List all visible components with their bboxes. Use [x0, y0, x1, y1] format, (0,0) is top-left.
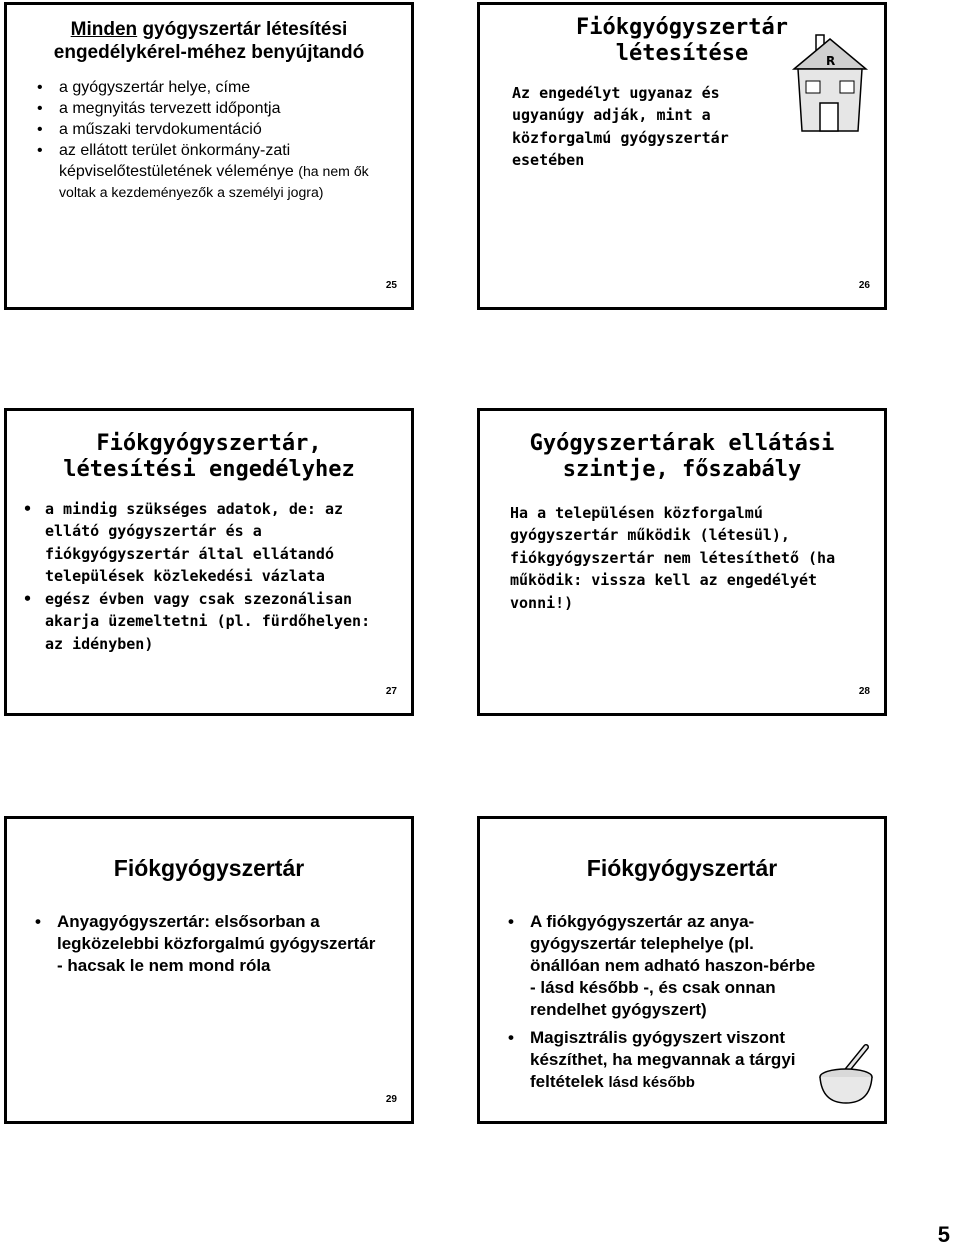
slide-title: Fiókgyógyszertár létesítése [576, 15, 788, 67]
list-item: • A fiókgyógyszertár az anya-gyógyszertár telephelye (pl. önállóan nem adható haszon-bérbe - lásd később -, és csak onnan rendelhet gyógyszert) [504, 911, 818, 1021]
bullet-list [33, 77, 371, 204]
slide-26 [477, 2, 887, 310]
slide-number: 25 [385, 280, 397, 291]
list-item: • a mindig szükséges adatok, de: az ellátó gyógyszertár és a fiókgyógyszertár által ellátandó települések közlekedési vázlata [19, 498, 395, 588]
title-rest: gyógyszertár létesítési engedélykérel-méhez benyújtandó [53, 19, 365, 63]
slide-30 [477, 816, 887, 1124]
slide-number: 28 [858, 686, 870, 697]
mortar-and-pestle-icon [814, 1043, 878, 1107]
bullet-note: (ha nem ők voltak a kezdeményezők a személyi jogra) [59, 163, 369, 201]
list-item: • a megnyitás tervezett időpontja [33, 98, 371, 119]
slide-25 [4, 2, 414, 310]
bullet-list [19, 498, 395, 656]
list-item: • a műszaki tervdokumentáció [33, 119, 371, 140]
slide-body: Ha a településen közforgalmú gyógyszertár működik (létesül), fiókgyógyszertár nem létesíthető (ha működik: vissza kell az engedélyét vonni!) [510, 503, 836, 612]
slide-title: Fiókgyógyszertár [113, 855, 305, 881]
slide-number: 27 [385, 686, 397, 697]
slide-27 [4, 408, 414, 716]
title-underlined: Minden [70, 19, 138, 40]
bullet-list [504, 911, 818, 1094]
pharmacy-house-icon [790, 19, 870, 139]
slide-number: 29 [385, 1094, 397, 1105]
slide-title: Fiókgyógyszertár, létesítési engedélyhez [63, 431, 355, 483]
slide-title: Fiókgyógyszertár [586, 855, 778, 881]
list-item: • egész évben vagy csak szezonálisan akarja üzemeltetni (pl. fürdőhelyen: az idényben) [19, 588, 395, 656]
slide-28 [477, 408, 887, 716]
page-number: 5 [937, 1222, 950, 1247]
list-item: • Magisztrális gyógyszert viszont készíthet, ha megvannak a tárgyi feltételek lásd később [504, 1027, 818, 1093]
list-item: • Anyagyógyszertár: elsősorban a legközelebbi közforgalmú gyógyszertár - hacsak le nem mond róla [31, 911, 385, 977]
list-item: • az ellátott terület önkormány-zati képviselőtestületének véleménye (ha nem ők voltak a kezdeményezők a személyi jogra) [33, 140, 371, 203]
slide-29 [4, 816, 414, 1124]
svg-text:R: R [826, 54, 836, 68]
slide-title: Gyógyszertárak ellátási szintje, főszabály [529, 431, 835, 483]
list-item: • a gyógyszertár helye, címe [33, 77, 371, 98]
slide-number: 26 [858, 280, 870, 291]
bullet-list [31, 911, 385, 977]
slide-body: Az engedélyt ugyanaz és ugyanúgy adják, mint a közforgalmú gyógyszertár esetében [512, 83, 729, 170]
bullet-note: lásd később [608, 1074, 695, 1092]
slide-title [27, 19, 391, 65]
